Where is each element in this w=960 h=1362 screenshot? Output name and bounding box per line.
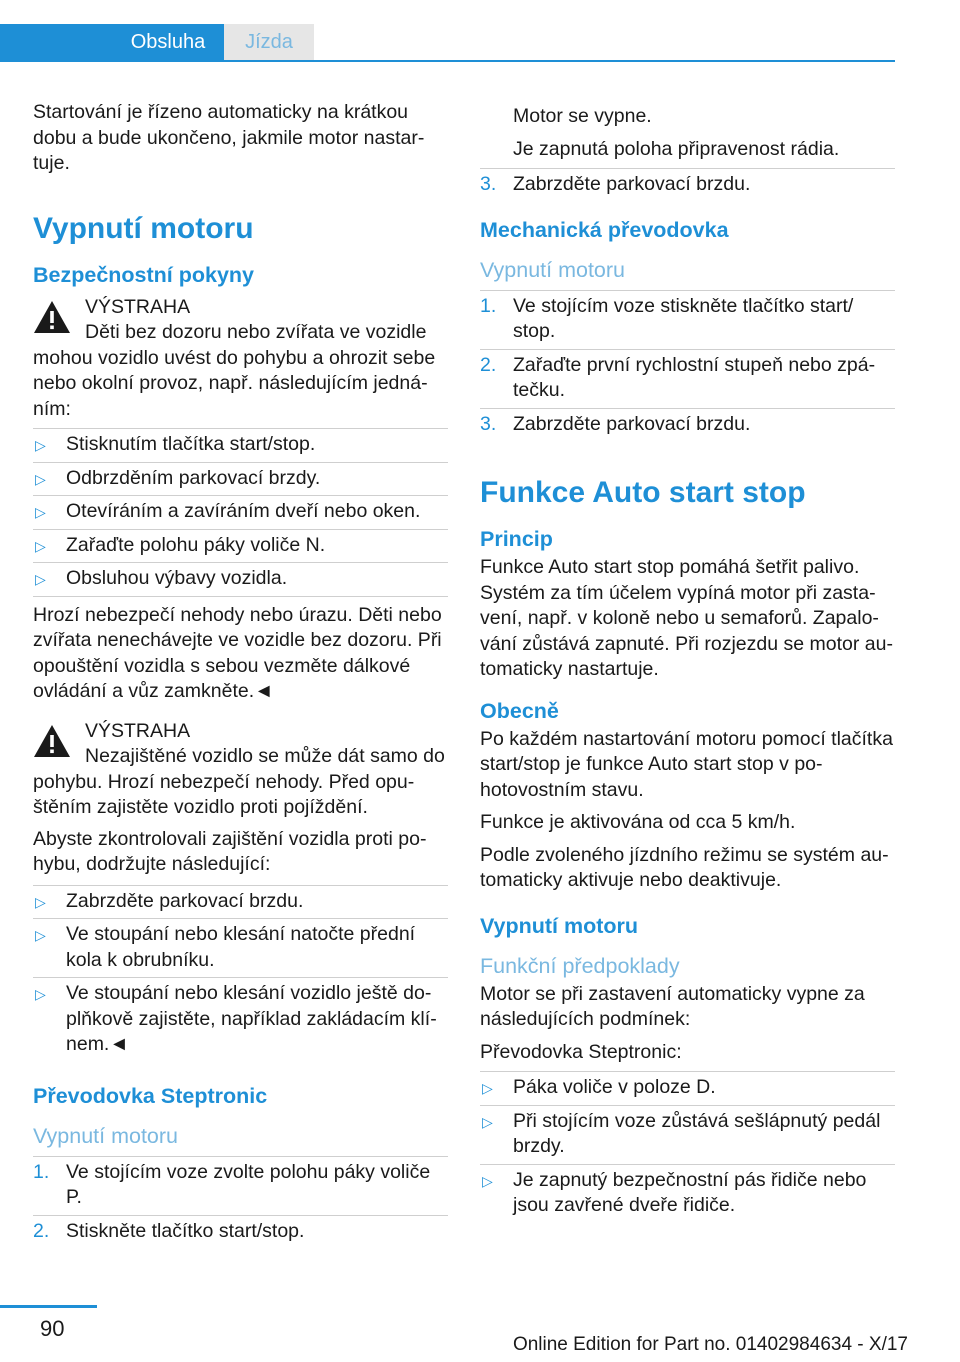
list-item: 1. Ve stojícím voze stiskněte tlačítko start/ stop.	[480, 291, 895, 350]
list-item: ▷ Páka voliče v poloze D.	[480, 1072, 895, 1106]
section-title-engine-off: Vypnutí motoru	[33, 211, 254, 245]
list-item: ▷ Zabrzděte parkovací brzdu.	[33, 886, 448, 920]
list-item: ▷ Zařaďte polohu páky voliče N.	[33, 530, 448, 564]
list-item: ▷ Stisknutím tlačítka start/stop.	[33, 429, 448, 463]
heading-engine-off: Vypnutí motoru	[480, 913, 639, 938]
intro-paragraph: Startování je řízeno automaticky na krátkou dobu a bude ukončeno, jakmile motor nastartuje.	[33, 101, 425, 174]
tab-accent-block	[0, 24, 112, 60]
chapter-tabs	[0, 24, 895, 62]
triangle-bullet-icon: ▷	[35, 504, 46, 520]
left-column	[33, 100, 448, 1254]
warning-conclusion: Hrozí nebezpečí nehody nebo úrazu. Děti nebo zvířata nenechávejte ve vozidle bez dozoru. Při opouštění vozidla s sebou vezměte dálkové ovládání a vůz zamkněte.◄	[33, 603, 442, 702]
edition-note: Online Edition for Part no. 01402984634 - X/17	[512, 1334, 908, 1355]
triangle-bullet-icon: ▷	[35, 927, 46, 943]
list-item: ▷ Je zapnutý bezpečnostní pás řidiče nebo jsou zavřené dveře řidiče.	[482, 1168, 867, 1216]
tab-jizda[interactable]: Jízda	[224, 24, 314, 60]
general-text-2: Funkce je aktivována od cca 5 km/h.	[480, 811, 796, 833]
triangle-bullet-icon: ▷	[35, 537, 46, 554]
list-item: ▷ Obsluhou výbavy vozidla.	[33, 563, 448, 597]
warning-text: Nezajištěné vozidlo se může dát samo do pohybu. Hrozí nebezpečí nehody. Před opuštěním zajistěte vozidlo proti pojíždění.	[33, 745, 445, 818]
warning-list-1	[33, 428, 448, 597]
list-item: 1. Ve stojícím voze zvolte polohu páky voliče P.	[33, 1157, 448, 1216]
heading-principle: Princip	[480, 527, 553, 551]
subheading-engine-off: Vypnutí motoru	[33, 1123, 178, 1148]
footer-accent-line	[0, 1305, 97, 1308]
subheading-conditions: Funkční předpoklady	[480, 953, 680, 978]
steptronic-label: Převodovka Steptronic:	[480, 1040, 682, 1063]
warning-triangle-icon	[33, 299, 71, 335]
conditions-list	[480, 1071, 895, 1223]
list-item: 3. Zabrzděte parkovací brzdu.	[480, 173, 751, 195]
list-item: 2. Zařaďte první rychlostní stupeň nebo zpátečku.	[480, 350, 895, 409]
warning-label: VÝSTRAHA	[85, 719, 191, 742]
heading-manual-gearbox: Mechanická převodovka	[480, 217, 729, 242]
steptronic-steps	[33, 1156, 448, 1249]
triangle-bullet-icon: ▷	[35, 437, 46, 453]
page-number: 90	[40, 1316, 65, 1341]
list-item: 2. Stiskněte tlačítko start/stop.	[33, 1219, 305, 1242]
warning-block-1	[33, 295, 448, 423]
warning-triangle-icon	[33, 723, 71, 759]
triangle-bullet-icon: ▷	[35, 470, 46, 487]
warning-list-2	[33, 885, 448, 1062]
step-continuation: Je zapnutá poloha připravenost rádia.	[513, 137, 840, 160]
heading-safety: Bezpečnostní pokyny	[33, 262, 255, 287]
heading-general: Obecně	[480, 698, 559, 723]
list-item: ▷ Ve stoupání nebo klesání natočte přední kola k obrubníku.	[33, 919, 448, 978]
tab-obsluha[interactable]: Obsluha	[112, 24, 224, 60]
triangle-bullet-icon: ▷	[482, 1113, 493, 1130]
list-item: ▷ Odbrzděním parkovací brzdy.	[33, 463, 448, 497]
list-item: 3. Zabrzděte parkovací brzdu.	[480, 412, 751, 435]
conditions-intro: Motor se při zastavení automaticky vypne za následujících podmínek:	[480, 982, 865, 1030]
step-continuation: Motor se vypne.	[513, 105, 652, 127]
warning-label: VÝSTRAHA	[85, 295, 191, 318]
triangle-bullet-icon: ▷	[482, 1172, 493, 1189]
triangle-bullet-icon: ▷	[35, 986, 46, 1002]
list-item: ▷ Ve stoupání nebo klesání vozidlo ještě doplňkově zajistěte, například zakládacím klínem.◄	[35, 982, 437, 1055]
list-item: ▷ Otevíráním a zavíráním dveří nebo oken.	[33, 496, 448, 530]
list-item: ▷ Při stojícím voze zůstává sešlápnutý pedál brzdy.	[480, 1106, 895, 1165]
check-intro: Abyste zkontrolovali zajištění vozidla proti pohybu, dodržujte následující:	[33, 827, 427, 875]
heading-steptronic: Převodovka Steptronic	[33, 1083, 268, 1108]
manual-steps	[480, 290, 895, 442]
section-title-auto-start-stop: Funkce Auto start stop	[480, 476, 806, 509]
warning-text: Děti bez dozoru nebo zvířata ve vozidle mohou vozidlo uvést do pohybu a ohrozit sebe nebo okolní provoz, např. následujícím jednáním:	[33, 321, 436, 420]
general-text-1: Po každém nastartování motoru pomocí tlačítka start/stop je funkce Auto start stop v pohotovostním stavu.	[480, 727, 893, 801]
principle-text: Funkce Auto start stop pomáhá šetřit palivo. Systém za tím účelem vypíná motor při zastavení, např. v koloně nebo u semaforů. Zapalování zůstává zapnuté. Při rozjezdu se motor automaticky nastartuje.	[480, 556, 893, 680]
subheading-engine-off: Vypnutí motoru	[480, 257, 625, 282]
triangle-bullet-icon: ▷	[35, 571, 46, 587]
steptronic-step-3	[480, 168, 895, 202]
triangle-bullet-icon: ▷	[482, 1080, 493, 1096]
right-column	[480, 104, 895, 1229]
general-text-3: Podle zvoleného jízdního režimu se systém automaticky aktivuje nebo deaktivuje.	[480, 843, 889, 891]
warning-block-2	[33, 719, 448, 821]
triangle-bullet-icon: ▷	[35, 893, 46, 910]
